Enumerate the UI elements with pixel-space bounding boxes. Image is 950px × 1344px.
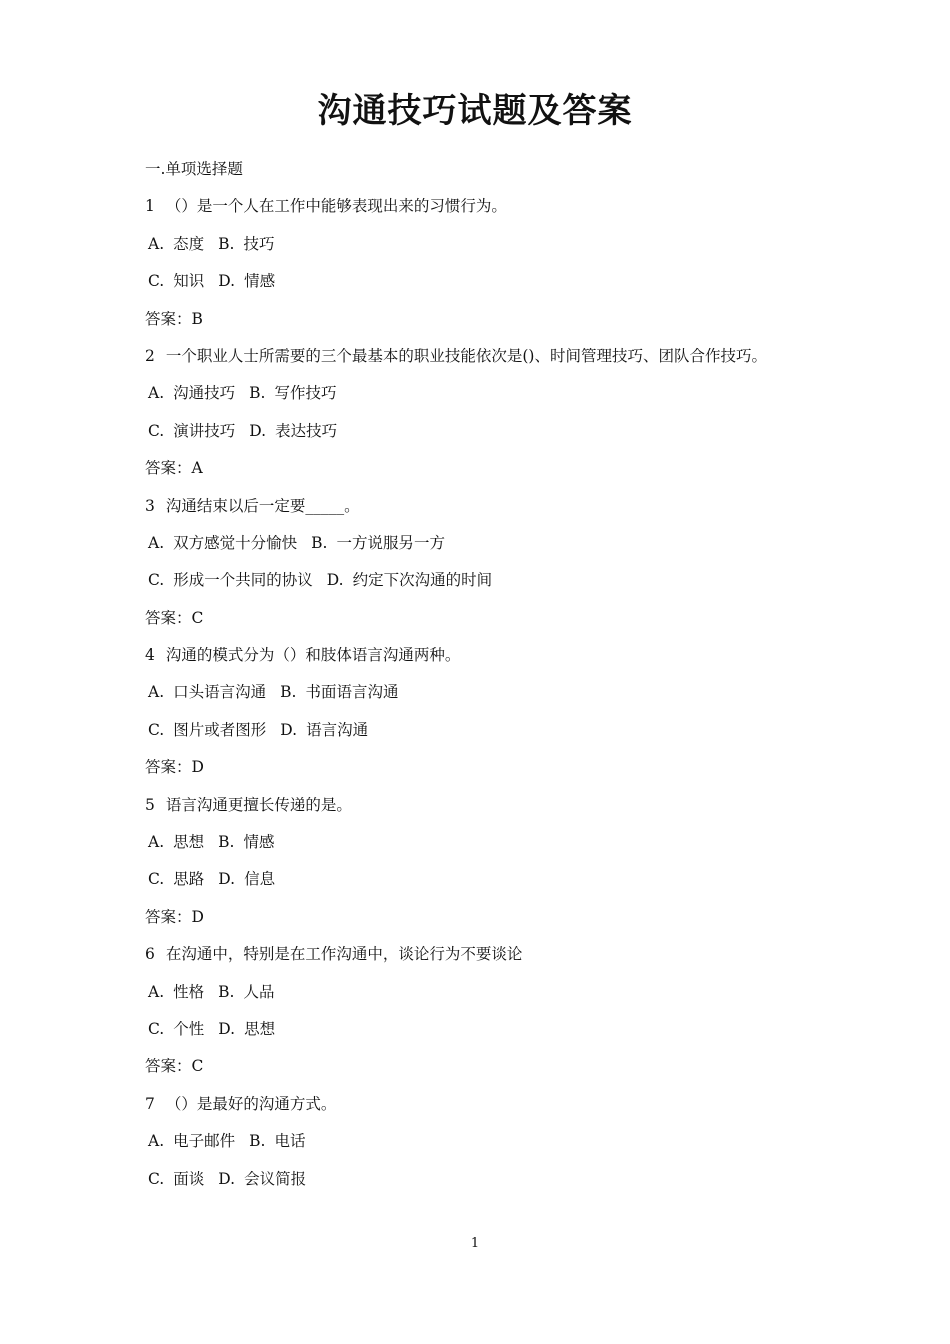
option-text: 思想 [244, 1019, 276, 1038]
option-text: 书面语言沟通 [305, 683, 399, 702]
question-number: 3 [145, 496, 155, 515]
answer-line [145, 1053, 845, 1090]
option-letter: C. [148, 1019, 165, 1038]
option-text: 口头语言沟通 [173, 683, 267, 702]
question-number: 2 [145, 346, 155, 365]
question-list [145, 193, 845, 1203]
question-stem: （）是一个人在工作中能够表现出来的习惯行为。 [165, 197, 507, 216]
option-row [145, 231, 845, 268]
option-text: 情感 [244, 272, 276, 291]
option-letter: D. [326, 571, 344, 590]
option-row [145, 268, 845, 305]
answer-value: C [191, 1057, 204, 1076]
option-text: 表达技巧 [275, 421, 338, 440]
answer-line [145, 306, 845, 343]
option-letter: B. [249, 384, 266, 403]
option-letter: C. [148, 1169, 165, 1188]
option-letter: A. [148, 234, 165, 253]
option-letter: B. [218, 234, 235, 253]
question-number: 5 [145, 795, 155, 814]
option-text: 技巧 [243, 234, 275, 253]
option-text: 知识 [173, 272, 205, 291]
option-letter: A. [148, 1132, 165, 1151]
question-stem: 一个职业人士所需要的三个最基本的职业技能依次是()、时间管理技巧、团队合作技巧。 [165, 346, 767, 365]
option-letter: D. [249, 421, 267, 440]
question-stem: （）是最好的沟通方式。 [165, 1094, 337, 1113]
option-row [145, 679, 845, 716]
question-text [145, 493, 845, 530]
answer-line [145, 455, 845, 492]
option-letter: D. [218, 1019, 236, 1038]
option-row [145, 1128, 845, 1165]
answer-label: 答案： [145, 459, 192, 478]
question-stem: 沟通的模式分为（）和肢体语言沟通两种。 [165, 646, 461, 665]
answer-value: C [191, 608, 204, 627]
option-text: 一方说服另一方 [336, 533, 445, 552]
question-stem: 语言沟通更擅长传递的是。 [165, 795, 352, 814]
option-text: 沟通技巧 [173, 384, 236, 403]
option-letter: B. [280, 683, 297, 702]
option-text: 个性 [173, 1019, 205, 1038]
option-text: 人品 [243, 982, 275, 1001]
answer-value: B [191, 309, 203, 328]
document-body [145, 156, 845, 1203]
answer-label: 答案： [145, 907, 192, 926]
question-stem: 沟通结束以后一定要_____。 [165, 496, 360, 515]
answer-label: 答案： [145, 1057, 192, 1076]
question-number: 4 [145, 646, 155, 665]
question-text [145, 792, 845, 829]
option-row [145, 829, 845, 866]
answer-line [145, 754, 845, 791]
question-number: 6 [145, 945, 155, 964]
answer-label: 答案： [145, 309, 192, 328]
option-text: 面谈 [173, 1169, 205, 1188]
option-text: 态度 [173, 234, 205, 253]
question-number: 7 [145, 1094, 155, 1113]
option-letter: B. [218, 833, 235, 852]
option-text: 电子邮件 [173, 1132, 236, 1151]
option-letter: A. [148, 833, 165, 852]
option-text: 演讲技巧 [173, 421, 236, 440]
option-text: 约定下次沟通的时间 [352, 571, 493, 590]
option-letter: C. [148, 870, 165, 889]
option-text: 情感 [243, 833, 275, 852]
option-letter: C. [148, 720, 165, 739]
option-row [145, 717, 845, 754]
option-row [145, 866, 845, 903]
page-number: 1 [470, 1236, 480, 1251]
option-row [145, 418, 845, 455]
question-text [145, 343, 845, 380]
answer-value: D [191, 907, 204, 926]
option-letter: D. [218, 870, 236, 889]
option-text: 会议简报 [244, 1169, 307, 1188]
question-text [145, 1091, 845, 1128]
answer-label: 答案： [145, 608, 192, 627]
option-text: 思路 [173, 870, 205, 889]
option-letter: A. [148, 384, 165, 403]
option-text: 语言沟通 [306, 720, 369, 739]
question-text [145, 642, 845, 679]
option-letter: C. [148, 571, 165, 590]
option-text: 写作技巧 [274, 384, 337, 403]
option-row [145, 530, 845, 567]
answer-line [145, 605, 845, 642]
answer-value: D [191, 758, 204, 777]
option-letter: B. [249, 1132, 266, 1151]
option-letter: B. [218, 982, 235, 1001]
option-letter: A. [148, 533, 165, 552]
option-letter: C. [148, 421, 165, 440]
option-text: 思想 [173, 833, 205, 852]
question-text [145, 941, 845, 978]
option-row [145, 1016, 845, 1053]
option-row [145, 380, 845, 417]
option-letter: A. [148, 982, 165, 1001]
option-letter: D. [280, 720, 298, 739]
option-text: 性格 [173, 982, 205, 1001]
option-letter: B. [311, 533, 328, 552]
option-text: 形成一个共同的协议 [173, 571, 313, 590]
option-letter: A. [148, 683, 165, 702]
option-row [145, 1166, 845, 1203]
answer-label: 答案： [145, 758, 192, 777]
option-text: 信息 [244, 870, 276, 889]
question-number: 1 [145, 197, 155, 216]
option-letter: C. [148, 272, 165, 291]
section-heading: 一.单项选择题 [145, 160, 243, 178]
option-text: 双方感觉十分愉快 [173, 533, 298, 552]
option-text: 电话 [274, 1132, 306, 1151]
question-text [145, 193, 845, 230]
page-title: 沟通技巧试题及答案 [317, 91, 633, 131]
option-text: 图片或者图形 [173, 720, 267, 739]
option-row [145, 979, 845, 1016]
option-letter: D. [218, 272, 236, 291]
answer-value: A [191, 459, 203, 478]
option-row [145, 567, 845, 604]
answer-line [145, 904, 845, 941]
question-stem: 在沟通中，特别是在工作沟通中，谈论行为不要谈论 [165, 945, 523, 964]
option-letter: D. [218, 1169, 236, 1188]
